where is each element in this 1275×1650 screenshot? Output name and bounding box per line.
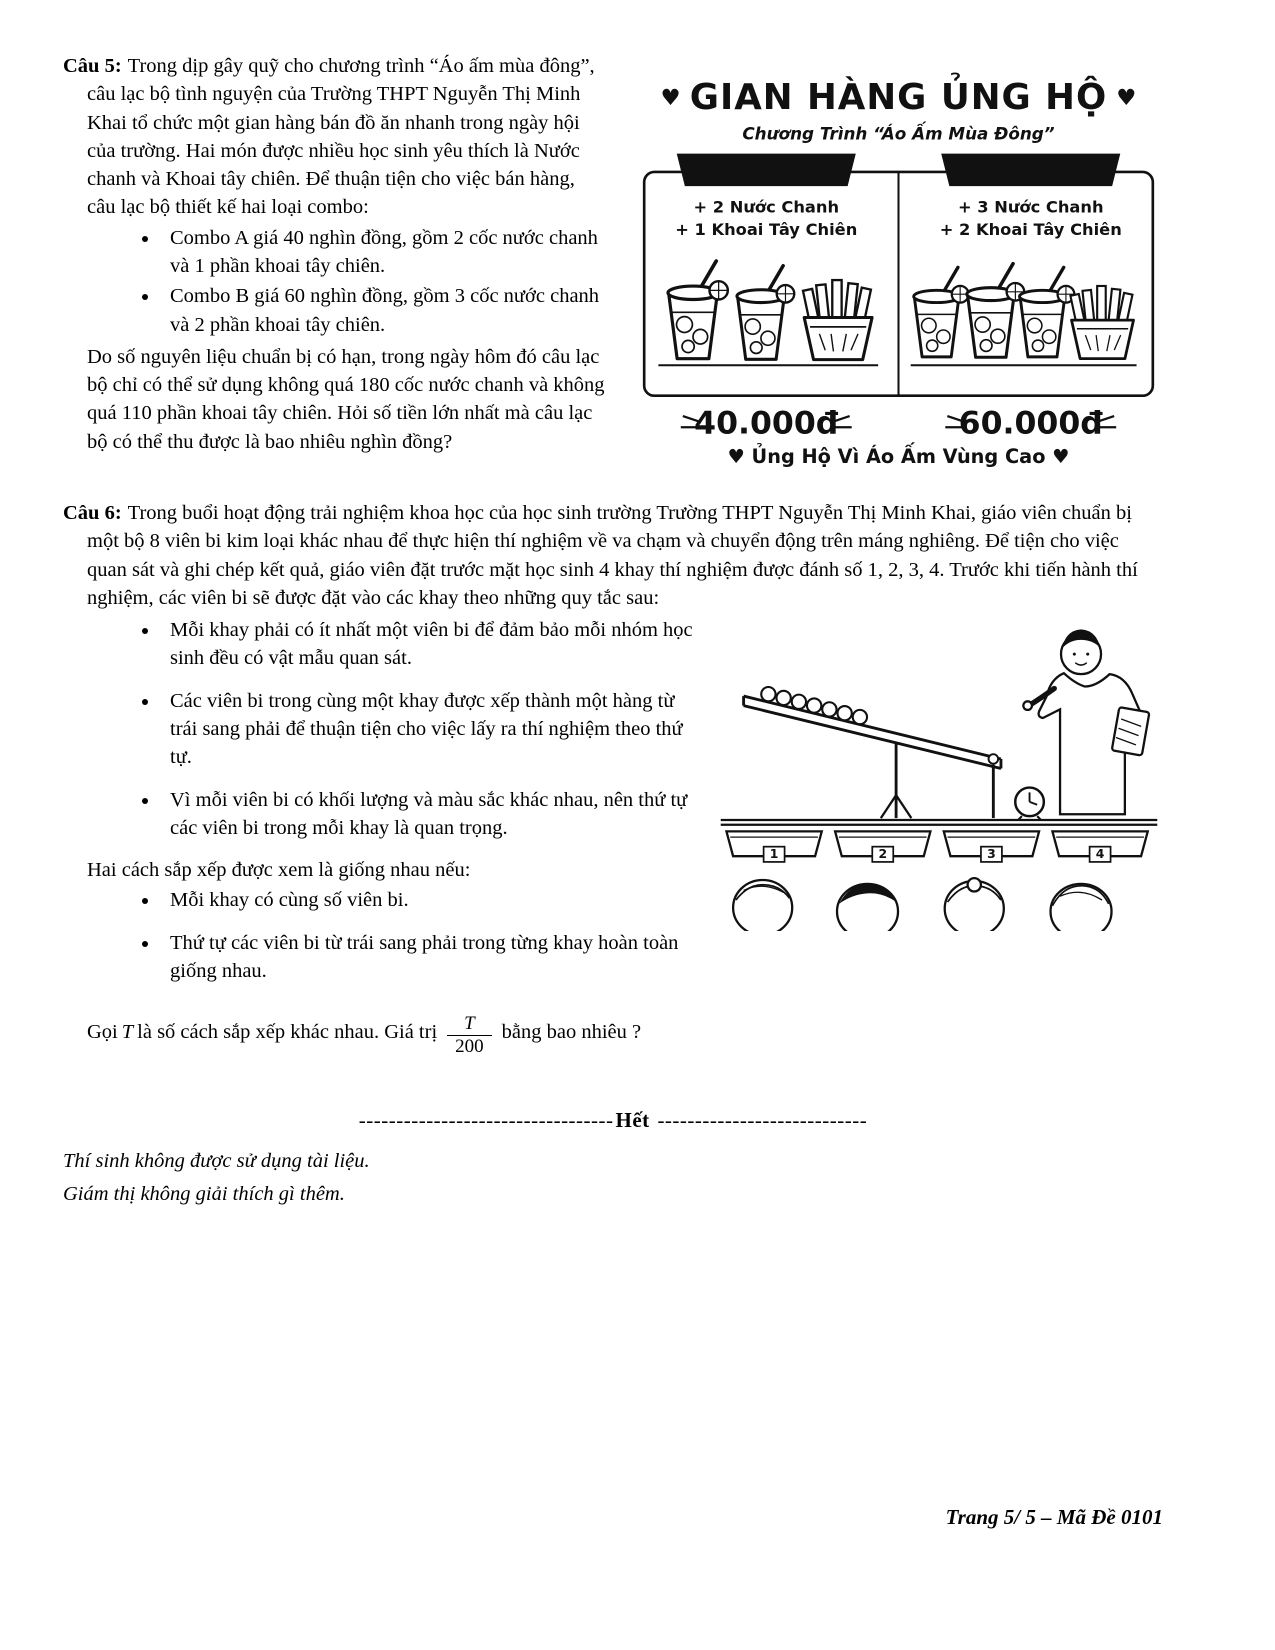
stall-title: GIAN HÀNG ỦNG HỘ (689, 76, 1108, 118)
question-5 (63, 52, 1163, 469)
fraction-T-over-200 (447, 1013, 492, 1058)
lemonade-cup-icon (967, 264, 1024, 358)
combo-b-name: COMBO B (975, 158, 1086, 182)
question-6-illustration (715, 614, 1163, 999)
stall-footer-slogan: ♥ Ủng Hộ Vì Áo Ấm Vùng Cao ♥ (727, 444, 1070, 468)
fraction-numerator: T (447, 1013, 492, 1036)
experiment-illustration (715, 616, 1163, 931)
question-5-outro: Do số nguyên liệu chuẩn bị có hạn, trong ngày hôm đó câu lạc bộ chỉ có thể sử dụng không quá 180 cốc nước chanh và không quá 110 phần khoai tây chiên. Hỏi số tiền lớn nhất mà câu lạc bộ có thể thu được là bao nhiêu nghìn đồng? (87, 345, 605, 453)
heart-icon: ♥ (1116, 84, 1137, 111)
combo-a-line1: + 2 Nước Chanh (693, 197, 840, 217)
combo-a-name: COMBO A (711, 158, 822, 182)
tray (835, 832, 930, 863)
clock-icon (1015, 788, 1044, 820)
question-6-intro-text: Trong buổi hoạt động trải nghiệm khoa học của học sinh trường Trường THPT Nguyễn Thị Minh Khai, giáo viên chuẩn bị một bộ 8 viên bi kim loại khác nhau để thực hiện thí nghiệm về va chạm và chuyển động trên máng nghiêng. Để tiện cho việc quan sát và ghi chép kết quả, giáo viên đặt trước mặt học sinh 4 khay thí nghiệm được đánh số 1, 2, 3, 4. Trước khi tiến hành thí nghiệm, các viên bi sẽ được đặt vào các khay theo những quy tắc sau: (87, 501, 1138, 609)
page-footer: Trang 5/ 5 – Mã Đề 0101 (945, 1505, 1163, 1530)
question-5-intro-text: Trong dịp gây quỹ cho chương trình “Áo ấm mùa đông”, câu lạc bộ tình nguyện của Trường THPT Nguyễn Thị Minh Khai tổ chức một gian hàng bán đồ ăn nhanh trong ngày hội của trường. Hai món được nhiều học sinh yêu thích là Nước chanh và Khoai tây chiên. Để thuận tiện cho việc bán hàng, câu lạc bộ thiết kế hai loại combo: (87, 55, 595, 219)
question-6 (63, 499, 1163, 1058)
note-line: Giám thị không giải thích gì thêm. (63, 1183, 345, 1206)
lemonade-cup-icon (1020, 267, 1075, 357)
list-item: • Combo A giá 40 nghìn đồng, gồm 2 cốc nước chanh và 1 phần khoai tây chiên. (160, 224, 608, 281)
tray (1052, 832, 1147, 863)
question-5-bullet-list (63, 224, 608, 339)
question-6-intro (63, 499, 1163, 612)
question-6-label: Câu 6: (63, 501, 122, 524)
student-heads (733, 878, 1111, 930)
list-item: • Vì mỗi viên bi có khối lượng và màu sắc khác nhau, nên thứ tự các viên bi trong mỗi khay là quan trọng. (160, 786, 703, 843)
divider-dashes-right: ---------------------------- (657, 1107, 868, 1132)
question-6-same-intro: Hai cách sắp xếp được xem là giống nhau nếu: (87, 859, 471, 882)
tray-number: 1 (769, 846, 779, 862)
divider-label: Hết (615, 1107, 650, 1132)
list-item: • Mỗi khay phải có ít nhất một viên bi để đảm bảo mỗi nhóm học sinh đều có vật mẫu quan sát. (160, 616, 703, 673)
note-line: Thí sinh không được sử dụng tài liệu. (63, 1149, 370, 1172)
fries-icon (1070, 286, 1133, 359)
final-text-part2: là số cách sắp xếp khác nhau. Giá trị (137, 1021, 438, 1044)
list-item: • Combo B giá 60 nghìn đồng, gồm 3 cốc nước chanh và 2 phần khoai tây chiên. (160, 282, 608, 339)
question-5-intro (63, 52, 608, 222)
question-6-rule-list (63, 616, 703, 842)
lemonade-cup-icon (668, 261, 728, 359)
heart-icon: ♥ (660, 84, 681, 111)
food-stall-illustration (634, 58, 1163, 469)
question-6-final (63, 1013, 1163, 1058)
tray-number: 4 (1095, 846, 1105, 862)
question-6-same-list (63, 886, 703, 985)
final-text-part3: bằng bao nhiêu ? (501, 1021, 642, 1044)
tray-number: 2 (878, 846, 888, 862)
list-item: • Thứ tự các viên bi từ trái sang phải trong từng khay hoàn toàn giống nhau. (160, 929, 703, 986)
combo-b-price: 60.000đ (958, 405, 1103, 442)
exam-notes (63, 1147, 1163, 1209)
tray-row (726, 832, 1147, 863)
final-text-part1: Gọi (87, 1021, 118, 1044)
lemonade-cup-icon (914, 267, 969, 357)
combo-a-line2: + 1 Khoai Tây Chiên (675, 220, 858, 240)
question-5-illustration (634, 52, 1163, 469)
combo-b-line1: + 3 Nước Chanh (957, 197, 1104, 217)
combo-b-panel (911, 154, 1137, 442)
table-edge (721, 820, 1158, 825)
inclined-ramp (744, 696, 1001, 818)
combo-a-price: 40.000đ (694, 405, 839, 442)
tray (944, 832, 1039, 863)
question-6-body (63, 614, 1163, 999)
list-item: • Mỗi khay có cùng số viên bi. (160, 886, 703, 914)
combo-a-panel (658, 154, 878, 442)
lemonade-cup-icon (737, 266, 794, 360)
stall-subtitle: Chương Trình “Áo Ấm Mùa Đông” (742, 123, 1055, 144)
teacher-figure (1023, 629, 1149, 814)
combo-b-line2: + 2 Khoai Tây Chiên (939, 220, 1122, 240)
end-divider (63, 1106, 1163, 1135)
fries-icon (803, 280, 872, 360)
list-item: • Các viên bi trong cùng một khay được xếp thành một hàng từ trái sang phải để thuận tiện cho việc lấy ra thí nghiệm theo thứ tự. (160, 687, 703, 772)
question-5-text-column (63, 52, 608, 469)
variable-T: T (121, 1021, 134, 1044)
fraction-denominator: 200 (455, 1036, 484, 1058)
question-5-label: Câu 5: (63, 55, 122, 77)
divider-dashes-left: ---------------------------------- (358, 1107, 614, 1132)
tray (726, 832, 821, 863)
tray-number: 3 (987, 846, 996, 862)
question-6-text-column (63, 614, 703, 999)
